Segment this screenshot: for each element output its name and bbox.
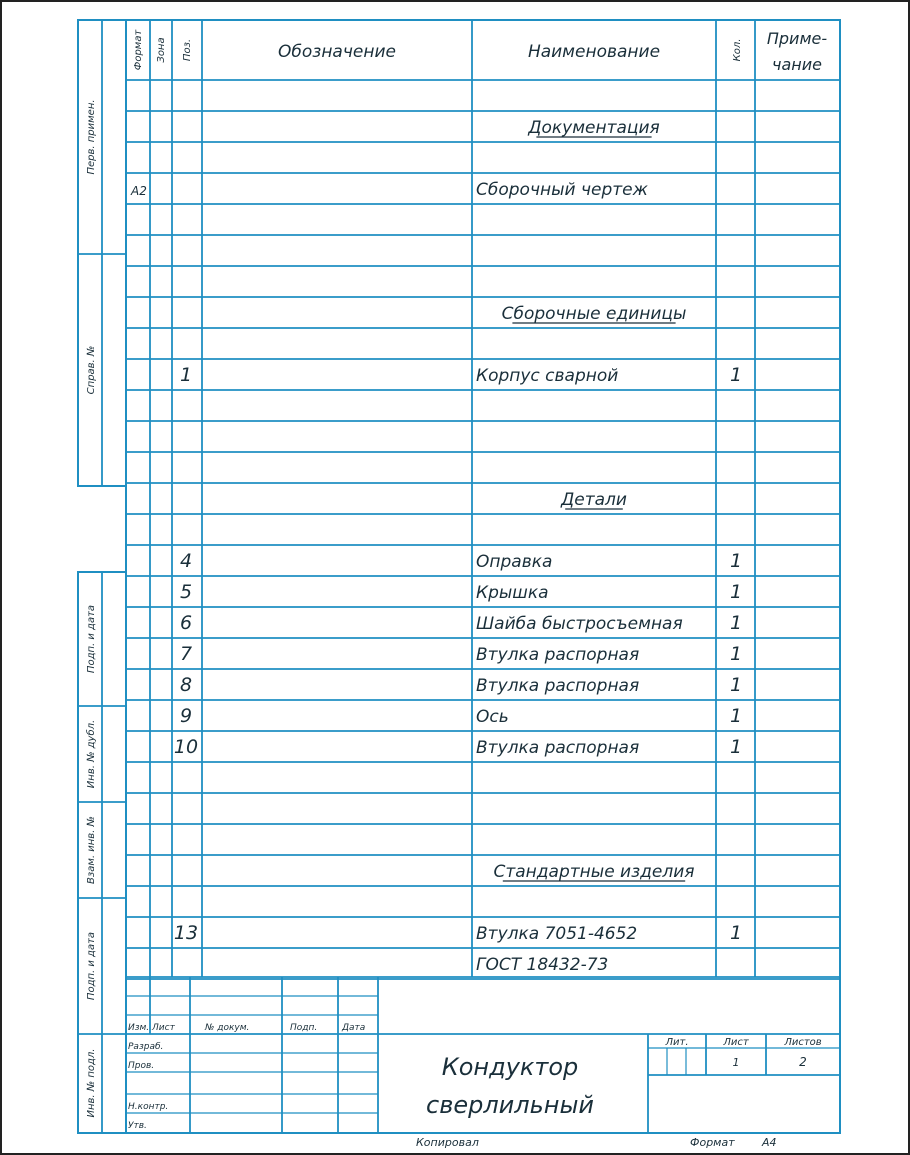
side-label-inv-podl: Инв. № подл. (86, 1048, 97, 1118)
cell-qty: 1 (729, 643, 743, 665)
label-utv: Утв. (128, 1121, 147, 1131)
header-designation: Обозначение (278, 42, 396, 62)
label-sheets: Листов (784, 1037, 822, 1048)
table-row (180, 643, 742, 665)
section-heading: Детали (561, 490, 627, 510)
column-lines (150, 20, 755, 977)
table-row (180, 550, 742, 572)
footer-format-value: А4 (762, 1136, 777, 1149)
cell-qty: 1 (729, 674, 743, 696)
cell-name: ГОСТ 18432-73 (476, 955, 609, 975)
side-label-podp-data: Подп. и дата (86, 931, 97, 1001)
table-row (527, 118, 660, 138)
header-note-line1: Приме- (766, 29, 828, 48)
side-label-perv-primen: Перв. примен. (86, 99, 97, 175)
section-heading: Документация (528, 118, 660, 138)
sheet-number: 1 (732, 1056, 740, 1069)
table-row (180, 705, 742, 727)
cell-pos: 1 (179, 364, 193, 386)
label-sheet: Лист (723, 1037, 749, 1048)
side-label-sprav-no: Справ. № (86, 345, 97, 395)
label-lit: Лит. (665, 1037, 689, 1048)
cell-qty: 1 (729, 364, 743, 386)
table-row (180, 364, 742, 386)
cell-pos: 10 (173, 736, 199, 758)
side-label-inv-dubl: Инв. № дубл. (86, 719, 97, 789)
table-row (174, 922, 742, 944)
table-row (174, 736, 742, 758)
table-row (502, 304, 687, 324)
cell-name: Сборочный чертеж (476, 180, 648, 200)
cell-pos: 4 (179, 550, 193, 572)
table-row (493, 862, 694, 882)
cell-qty: 1 (729, 922, 743, 944)
table-row (180, 674, 742, 696)
cell-format: А2 (131, 184, 147, 198)
section-heading: Сборочные единицы (501, 304, 687, 324)
label-list: Лист (152, 1023, 175, 1033)
header-note-line2: чание (772, 55, 822, 74)
side-label-vzam-inv: Взам. инв. № (86, 816, 97, 884)
cell-name: Корпус сварной (476, 366, 619, 386)
header-name: Наименование (527, 42, 661, 62)
table-row (180, 581, 742, 603)
table-row (130, 180, 649, 200)
footer-format-label: Формат (690, 1136, 735, 1149)
sheets-count: 2 (799, 1055, 807, 1069)
header-format: Формат (133, 29, 144, 71)
spec-rows (130, 118, 742, 975)
table-header (126, 29, 840, 80)
cell-pos: 8 (179, 674, 193, 696)
cell-name: Втулка распорная (476, 676, 640, 696)
label-prov: Пров. (128, 1061, 155, 1071)
cell-pos: 7 (179, 643, 193, 665)
cell-pos: 13 (173, 922, 199, 944)
label-data: Дата (342, 1023, 366, 1033)
footer-copied: Копировал (416, 1136, 479, 1149)
label-izm: Изм. (128, 1023, 150, 1033)
cell-name: Втулка распорная (476, 738, 640, 758)
cell-qty: 1 (729, 581, 743, 603)
cell-qty: 1 (729, 612, 743, 634)
document-title-line2: сверлильный (426, 1091, 594, 1119)
page-border (1, 1, 909, 1154)
header-qty: Кол. (732, 38, 743, 62)
side-label-podp-data: Подп. и дата (86, 604, 97, 674)
cell-name: Оправка (476, 552, 553, 572)
cell-name: Шайба быстросъемная (476, 614, 683, 634)
cell-pos: 6 (179, 612, 193, 634)
label-razrab: Разраб. (128, 1042, 164, 1052)
row-grid (126, 111, 840, 979)
label-n-kontr: Н.контр. (128, 1102, 169, 1112)
header-zone: Зона (156, 37, 167, 63)
table-row (476, 955, 608, 975)
cell-name: Ось (476, 707, 509, 727)
document-title-line1: Кондуктор (441, 1053, 579, 1081)
cell-qty: 1 (729, 705, 743, 727)
section-heading: Стандартные изделия (493, 862, 695, 882)
side-strip (78, 20, 126, 1133)
cell-name: Крышка (476, 583, 549, 603)
label-doc-no: № докум. (205, 1023, 250, 1033)
cell-pos: 5 (179, 581, 193, 603)
cell-name: Втулка 7051-4652 (476, 924, 638, 944)
cell-pos: 9 (179, 705, 193, 727)
table-row (180, 612, 742, 634)
cell-qty: 1 (729, 736, 743, 758)
label-podp: Подп. (290, 1023, 318, 1033)
cell-qty: 1 (729, 550, 743, 572)
header-pos: Поз. (182, 38, 193, 62)
title-block (126, 977, 840, 1133)
table-row (560, 490, 627, 510)
cell-name: Втулка распорная (476, 645, 640, 665)
